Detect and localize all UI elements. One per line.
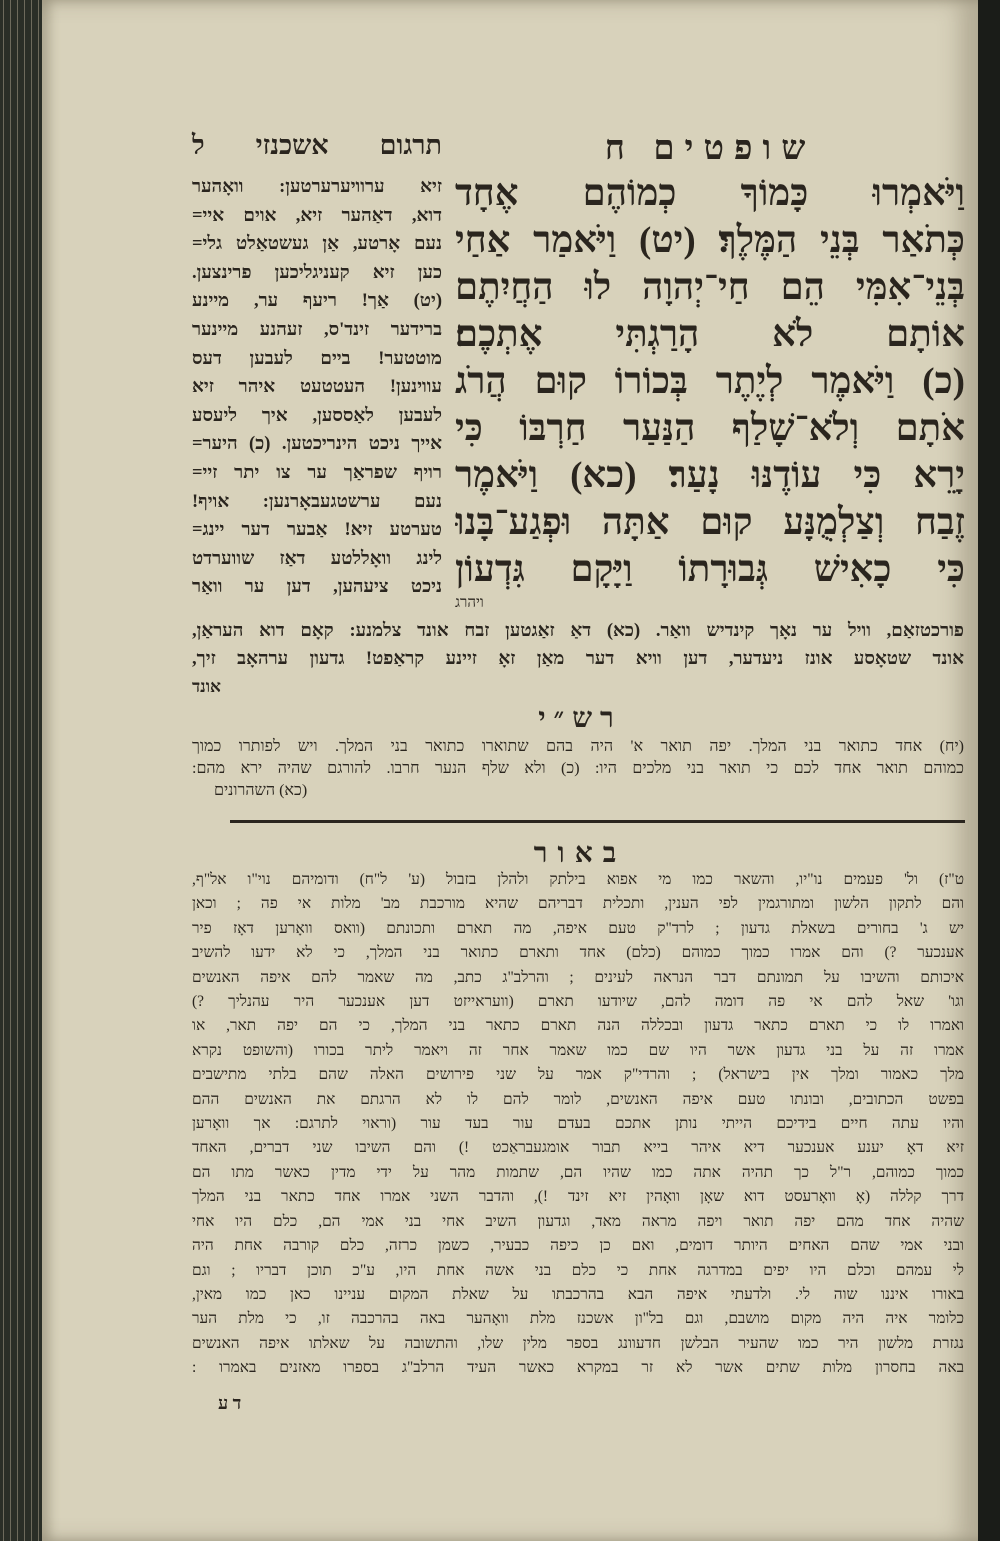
page-stack-edges — [0, 0, 46, 1541]
biur-commentary — [192, 868, 964, 1381]
section-divider — [230, 820, 965, 823]
targum-continuation — [192, 617, 964, 701]
text-line: ובני אמי שהם האחים היותר דומים, ואם כן כיפה כבעיר, כשמן כרזה, כלם קורבה אחת היה — [192, 1237, 964, 1255]
text-line: דרך קללה (אָ וואָרעסט דוא שאָן וואָהין זיא זינד !), והדבר השני אמרו אחד כתאר בני המלך — [192, 1188, 964, 1206]
text-line: אענכער ?) והם אמרו כמוך כמוהם (כלם) אחד ותארם כתואר בני המלך, כי לא ידעו להשיב — [192, 944, 964, 962]
text-line: נעם אָרטע, אַן געשטאַלט גלי= — [192, 234, 442, 255]
text-line: והם לתקון הלשון ומתורגמין לפי הענין, ותכלית דבריהם שהיא מורכבת מב' מלות אי פה ; וכאן — [192, 895, 964, 913]
text-line: בְּנֵי־אִמִּי הֵם חַי־יְהוָה לוּ הַחֲיִתֶם — [455, 267, 965, 308]
text-line: שהיה אחד מהם יפה תואר ויפה מראה מאד, וגדעון השיב אחי בני אמי הם, כלם היו אחי — [192, 1212, 964, 1230]
text-line: (כ) וַיֹּאמֶר לְיֶתֶר בְּכוֹרוֹ קוּם הֲרֹג — [455, 361, 965, 402]
text-line: (יח) אחד כתואר בני המלך. יפה תואר א' היה בהם שתוארו כתואר בני המלך. ויש לפותרו כמוך — [192, 738, 964, 755]
text-line: טערטע זיא! אַבער דער יינג= — [192, 520, 442, 541]
text-line: עווינען! העטטעט איהר זיא — [192, 377, 442, 398]
catchword-targum: אונד — [192, 677, 221, 696]
text-line: אֹתָם וְלֹא־שָׁלַף הַנַּעַר חַרְבּוֹ כִּי — [455, 408, 965, 449]
text-line: יש ג' בחורים בשאלת גדעון ; לרד"ק טעם איפה, מה תארם ותכונתם (וואס וואָרען דאָז פיר — [192, 919, 964, 937]
text-line: יָרֵא כִּי עוֹדֶנּוּ נָעַר׃ (כא) וַיֹּאמֶר — [455, 455, 965, 496]
text-line: נגזרת מלשון היר כמו שהעיר הבלשן חדעוונג בספר מלין שלו, והתשובה על שאלתו איפה האנשים — [192, 1334, 964, 1352]
text-line: זיא דאָ יענע אענכער דיא איהר בייא תבור אומגעבראַכט !) והם השיבו שני דברים, האחד — [192, 1139, 964, 1157]
biur-title: באור — [533, 838, 627, 869]
book-binding — [978, 0, 1000, 1541]
text-line: באורו איננו שוה לי. ולדעתי איפה הבא בהרכבתו על שאלת המקום עניינו כאן כמו מאין, — [192, 1285, 964, 1303]
targum-text — [192, 173, 442, 602]
text-line: ט"ז) ול' פעמים נו"יו, והשאר כמו מי אפוא בילתק ולהלן בזבול (ע' ל"ח) ודומיהם נוי"ו אל"ף, — [192, 871, 964, 888]
text-line: כְּתֹאַר בְּנֵי הַמֶּלֶךְ׃ (יט) וַיֹּאמַר אַחַי — [455, 220, 965, 261]
text-line: אונד שטאָסע אונז ניעדער, דען וויא דער מאַן זאָ זיינע קראַפט! גדעון ערהאָב זיך, — [192, 649, 964, 669]
text-line: וַיֹּאמְרוּ כָּמוֹךָ כְמוֹהֶם אֶחָד — [455, 173, 965, 214]
scripture-text — [455, 170, 965, 593]
text-line: זיא ערוויערערטען: וואָהער — [192, 177, 442, 197]
text-line: ואמרו לו כי תארם כתאר גדעון ובכללה הנה תארם כתאר בני המלך, כי הם יפה תאר, או — [192, 1017, 964, 1035]
text-line: רויף שפראַך ער צו יתר זיי= — [192, 462, 442, 483]
signature-mark: ד ע — [218, 1393, 242, 1413]
text-line: אייך ניכט הינריכטען. (כ) היער= — [192, 434, 442, 455]
running-header-targum: תרגום אשכנזי ל — [192, 130, 442, 160]
rashi-title: רש״י — [538, 703, 622, 734]
text-line: פורכטזאַם, וויל ער נאָך קינדיש וואַר. (כא) דאַ זאַגטען זבח אונד צלמנע: קאָם דוא העראַן, — [192, 621, 964, 641]
text-line: לי עמהם וכלם היו יפים במדרגה אחת כי כלם בני אשה אחת היו, ע"כ תוכן דבריו ; וגם — [192, 1261, 964, 1279]
text-line: לינג וואָללטע דאַז שווערדט — [192, 548, 442, 569]
running-header-book: שופטים ח — [604, 130, 816, 167]
text-line: איכותם והשיבו על תמונתם דבר הנראה לעינים ; והרלב"ג כתב, מה שאמר להם איפה האנשים — [192, 968, 964, 986]
text-line: כמוך כמוהם, ר"ל כך תהיה אתה כמו שהיו הם, שתמות מהר על ידי מדין כאשר מתו הם — [192, 1163, 964, 1181]
text-line: וגו' שאל להם אי פה דומה להם, שיודעו תארם (וועראייזט דען אענכער היר עהנליך ?) — [192, 993, 964, 1011]
catchword-main: ויהרג — [455, 595, 484, 611]
text-line: כמוהם תואר אחד לכם כי תואר בני מלכים היו: (כ) ולא שלף הנער חרבו. להורגם שהיה ירא מהם: — [192, 760, 964, 777]
text-line: לעבען לאַססען, איך ליעסע — [192, 405, 442, 426]
text-line: כלומר איה היה מקום מושבם, וגם בל"ון אשכנז מלת וואָהער באה בהרכבה זו, כי מלת הער — [192, 1310, 964, 1328]
text-line: אוֹתָם לֹא הָרַגְתִּי אֶתְכֶם׃ — [455, 314, 965, 355]
rashi-commentary — [192, 736, 964, 802]
catchword-rashi: (כא) השהרונים — [214, 782, 308, 799]
text-line: מוטטער! ביים לעבען דעס — [192, 348, 442, 369]
text-line: (יט) אַך! ריעף ער, מיינע — [192, 291, 442, 312]
text-line: דוא, דאַהער זיא, אוים איי= — [192, 205, 442, 226]
text-line: ניכט ציעהען, דען ער וואַר — [192, 577, 442, 598]
text-line: בפשט הכתובים, ובונתו טעם איפה האנשים, לומר להם לו לא הרגתם את האנשים ההם — [192, 1090, 964, 1108]
text-line: והיו עתה חיים בידיכם הייתי נותן אתכם בעדם עור בעד עור (וראוי לתרגם: אך וואָרען — [192, 1115, 964, 1133]
text-line: ברידער זינד'ס, זעהנע מיינער — [192, 319, 442, 340]
text-line: כען זיא קעניגליכען פרינצען. — [192, 262, 442, 283]
text-line: כִּי כָאִישׁ גְּבוּרָתוֹ וַיָּקָם גִּדְעוֹן — [455, 549, 965, 590]
text-line: נעם ערשטגעבאָרנען: אויף! — [192, 491, 442, 512]
text-line: אמרו זה על בני גדעון אשר היו שם כמו שאמר אחר זה ויאמר ליתר בכורו (והשופט נקרא — [192, 1041, 964, 1059]
text-line: באה בחסרון מלות שתים אשר לא זר במקרא כאשר העיד הרלב"ג בספרו מאזנים באמרו : — [192, 1359, 964, 1377]
text-line: מלך כאמור ומלך אין בישראל) ; והרדי"ק אמר על שני פירושים האלה שהם בלתי מתישבים — [192, 1066, 964, 1084]
text-line: זֶבַח וְצַלְמֻנָּע קוּם אַתָּה וּפְגַע־בָּנוּ — [455, 502, 965, 543]
